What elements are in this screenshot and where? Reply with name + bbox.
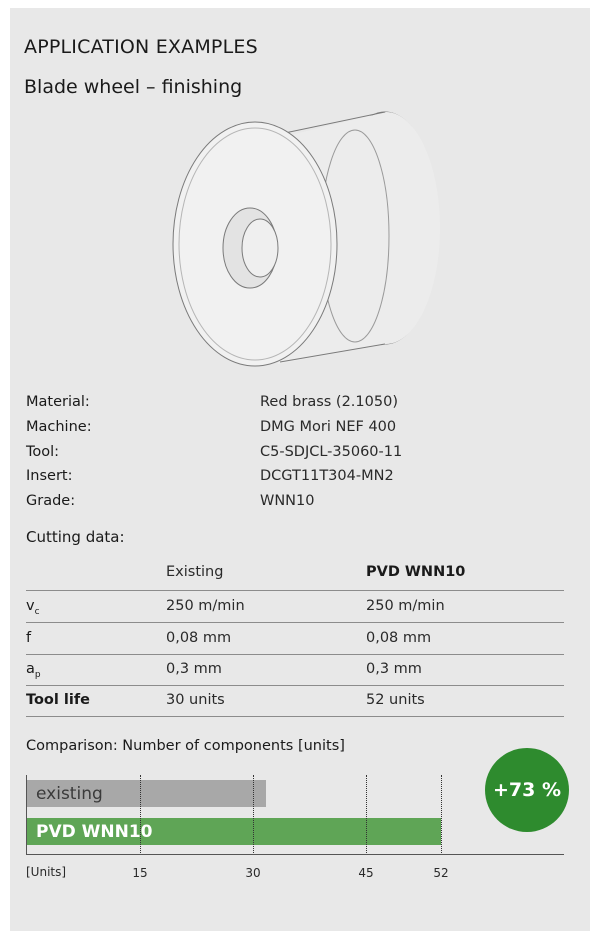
- bar-label-pvd: PVD WNN10: [36, 821, 153, 842]
- spec-label-tool: Tool:: [26, 444, 60, 460]
- gridline-15: [140, 775, 141, 855]
- bore-inner: [242, 219, 278, 277]
- tick-label-30: 30: [245, 866, 261, 880]
- cell-pvd-ap: 0,3 mm: [366, 661, 422, 677]
- cell-existing-ap: 0,3 mm: [166, 661, 222, 677]
- blade-wheel-illustration: [160, 108, 450, 370]
- spec-value-machine: DMG Mori NEF 400: [260, 419, 397, 435]
- row-label-tool-life: Tool life: [26, 692, 90, 708]
- improvement-badge: +73 %: [485, 748, 569, 832]
- cell-existing-tool-life: 30 units: [166, 692, 225, 708]
- chart-title: Comparison: Number of components [units]: [26, 738, 345, 754]
- cell-existing-vc: 250 m/min: [166, 598, 245, 614]
- column-header-pvd: PVD WNN10: [366, 564, 466, 580]
- chart-x-axis: [26, 854, 564, 855]
- cell-existing-f: 0,08 mm: [166, 630, 232, 646]
- cutting-data-title: Cutting data:: [26, 528, 125, 546]
- tick-label-15: 15: [132, 866, 148, 880]
- row-label-ap: $a_p$: [26, 661, 41, 680]
- page-title: APPLICATION EXAMPLES: [24, 36, 258, 58]
- spec-label-insert: Insert:: [26, 468, 73, 484]
- page-subtitle: Blade wheel – finishing: [24, 76, 243, 98]
- column-header-existing: Existing: [166, 564, 224, 580]
- spec-label-material: Material:: [26, 394, 90, 410]
- table-divider: [26, 654, 564, 655]
- row-label-f: f: [26, 630, 32, 646]
- cell-pvd-tool-life: 52 units: [366, 692, 425, 708]
- table-divider: [26, 622, 564, 623]
- table-divider: [26, 716, 564, 717]
- table-divider: [26, 685, 564, 686]
- gridline-52: [441, 775, 442, 855]
- chart-y-axis: [26, 775, 27, 855]
- gridline-30: [253, 775, 254, 855]
- axis-units-label: [Units]: [26, 865, 67, 879]
- tick-label-52: 52: [433, 866, 449, 880]
- bar-label-existing: existing: [36, 783, 103, 804]
- cell-pvd-vc: 250 m/min: [366, 598, 445, 614]
- bar-pvd: [27, 818, 441, 845]
- cell-pvd-f: 0,08 mm: [366, 630, 432, 646]
- spec-value-tool: C5-SDJCL-35060-11: [260, 444, 403, 460]
- spec-value-insert: DCGT11T304-MN2: [260, 468, 394, 484]
- spec-value-material: Red brass (2.1050): [260, 394, 398, 410]
- tick-label-45: 45: [358, 866, 374, 880]
- spec-label-grade: Grade:: [26, 493, 76, 509]
- bar-existing: [27, 780, 266, 807]
- spec-label-machine: Machine:: [26, 419, 92, 435]
- gridline-45: [366, 775, 367, 855]
- table-divider: [26, 590, 564, 591]
- row-label-vc: $v_c$: [26, 598, 40, 617]
- spec-value-grade: WNN10: [260, 493, 315, 509]
